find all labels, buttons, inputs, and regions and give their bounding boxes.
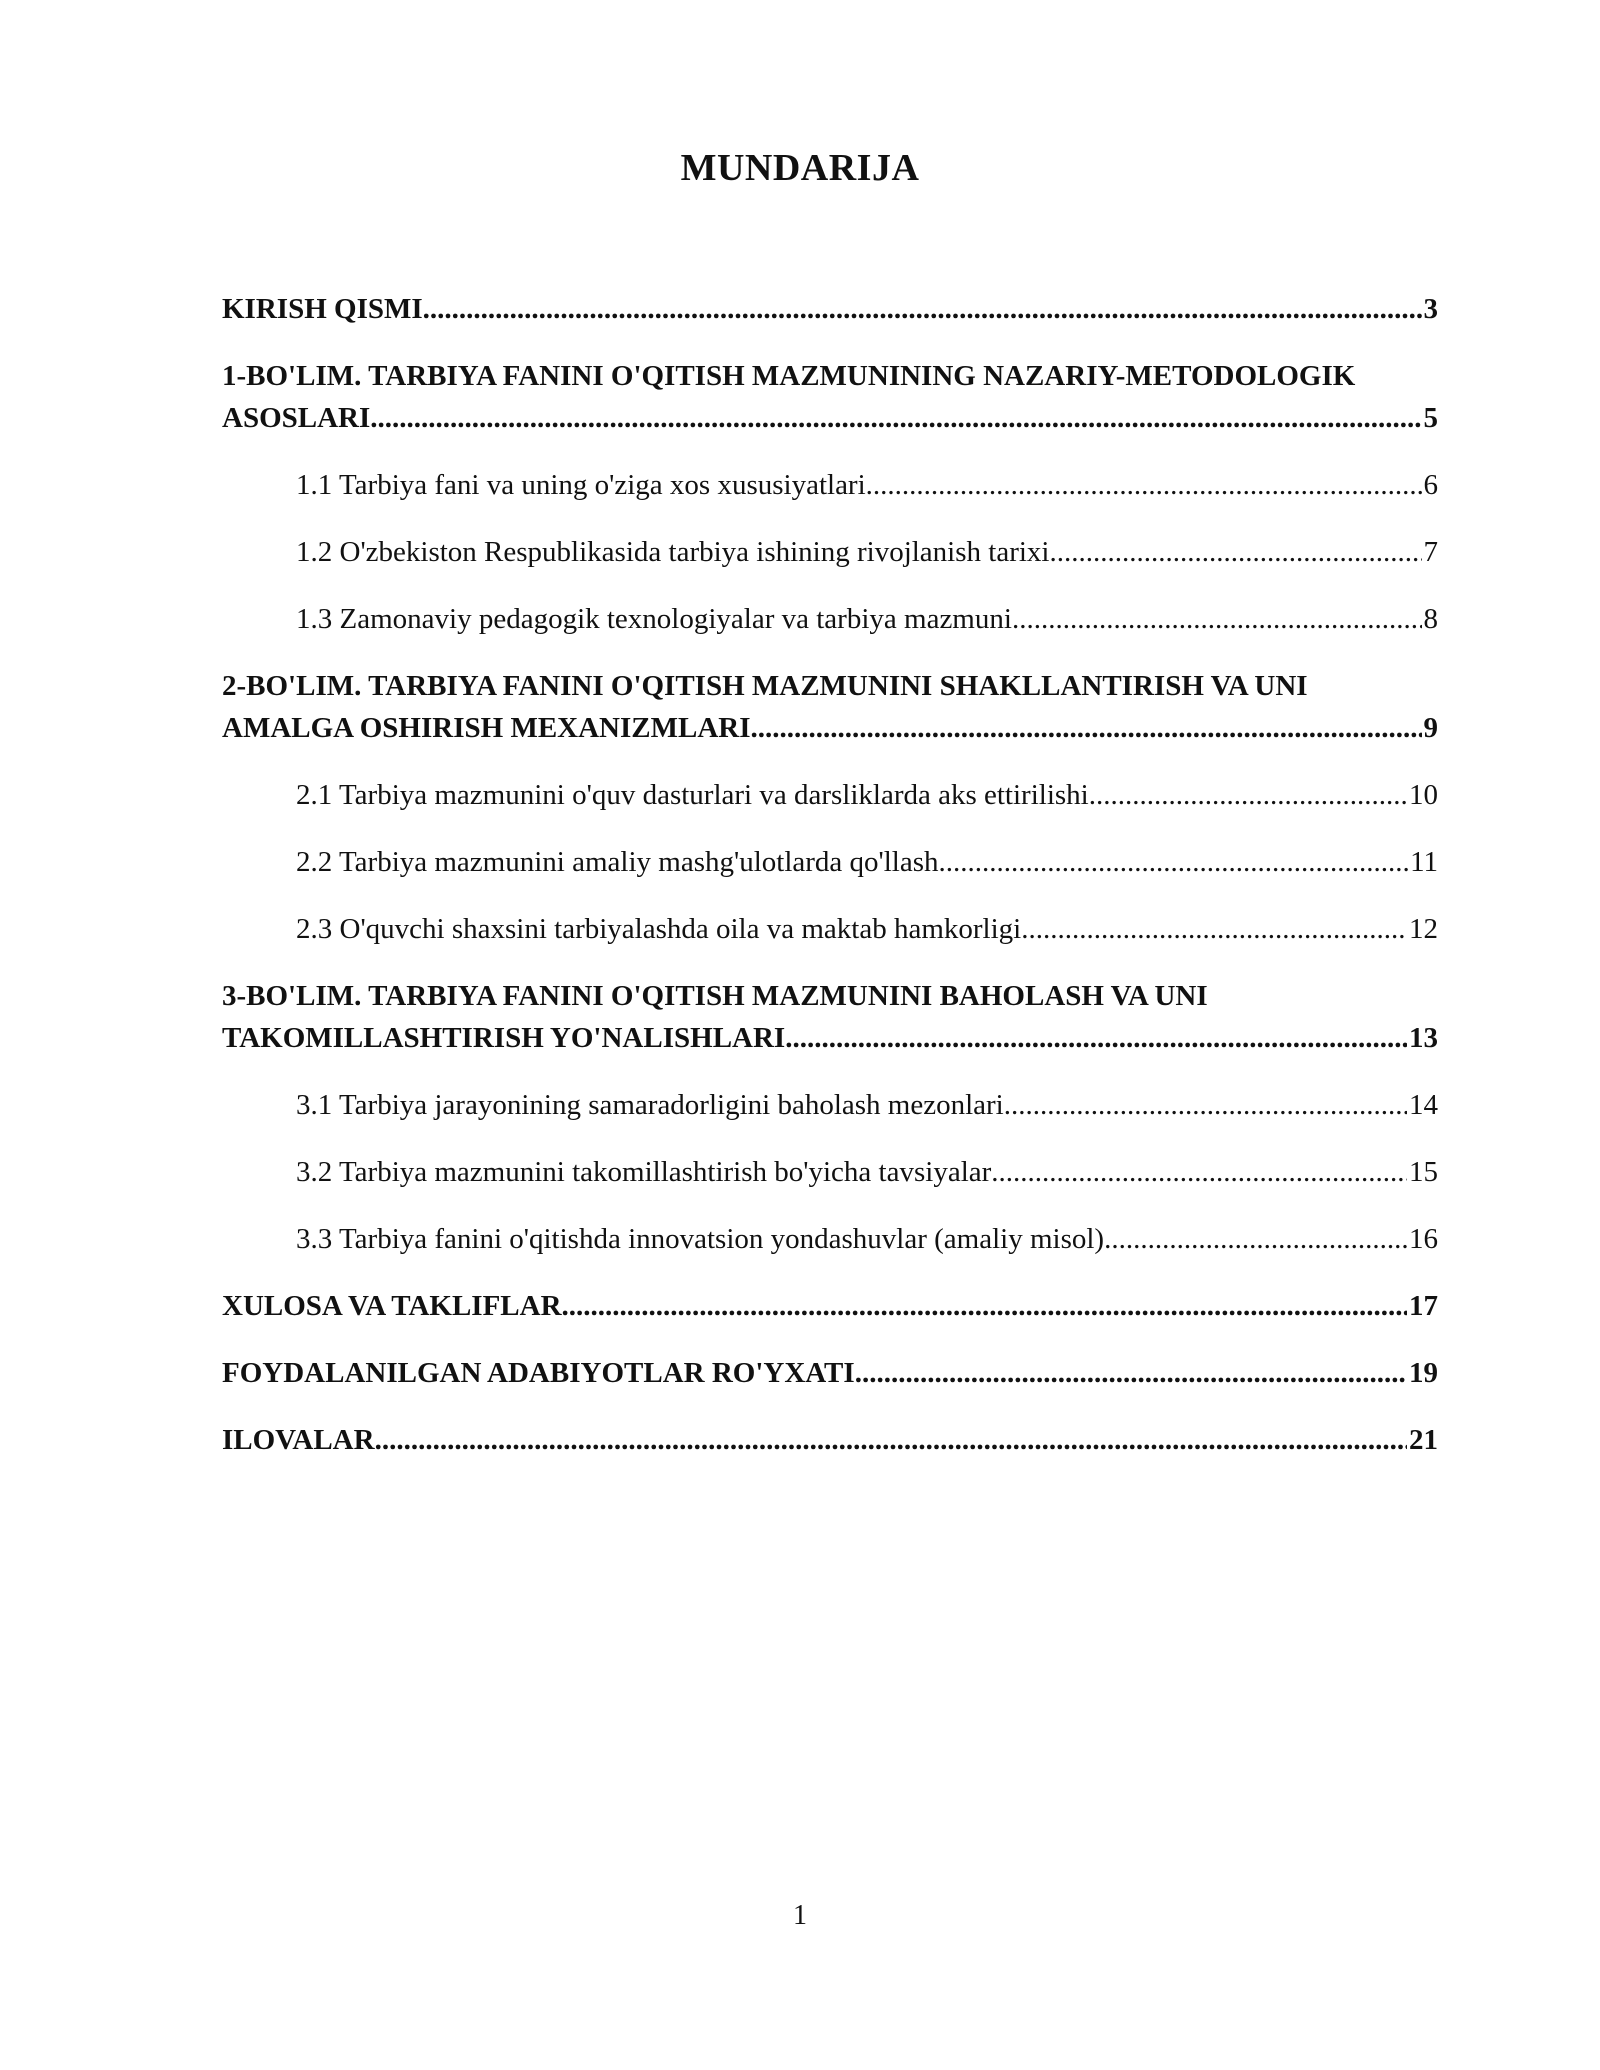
toc-entry-xulosa[interactable] bbox=[222, 1285, 1438, 1327]
toc-entry-section-2-3[interactable] bbox=[222, 908, 1438, 950]
dot-leader bbox=[1004, 1084, 1407, 1126]
toc-entry-page: 21 bbox=[1409, 1424, 1438, 1456]
page-number: 1 bbox=[793, 1900, 807, 1931]
dot-leader bbox=[1012, 598, 1422, 640]
toc-entry-adabiyotlar[interactable] bbox=[222, 1352, 1438, 1394]
toc-entry-title: 3.1 Tarbiya jarayonining samaradorligini baholash mezonlari bbox=[296, 1089, 1004, 1121]
toc-entry-title: ILOVALAR bbox=[222, 1424, 375, 1456]
toc-entry-page: 14 bbox=[1409, 1089, 1438, 1121]
dot-leader bbox=[1104, 1218, 1407, 1260]
dot-leader bbox=[1089, 774, 1407, 816]
dot-leader bbox=[991, 1151, 1407, 1193]
toc-entry-page: 3 bbox=[1423, 293, 1438, 325]
toc-entry-section-3-3[interactable] bbox=[222, 1218, 1438, 1260]
toc-entry-title: KIRISH QISMI bbox=[222, 293, 423, 325]
dot-leader bbox=[1049, 531, 1421, 573]
toc-entry-page: 19 bbox=[1409, 1357, 1438, 1389]
toc-entry-section-2-2[interactable] bbox=[222, 841, 1438, 883]
dot-leader bbox=[1021, 908, 1407, 950]
toc-entry-title: 2.1 Tarbiya mazmunini o'quv dasturlari va darsliklarda aks ettirilishi bbox=[296, 779, 1089, 811]
toc-entry-ilovalar[interactable] bbox=[222, 1419, 1438, 1461]
dot-leader bbox=[562, 1285, 1407, 1327]
toc-entry-page: 11 bbox=[1410, 846, 1438, 878]
toc-entry-section-1-3[interactable] bbox=[222, 598, 1438, 640]
dot-leader bbox=[370, 397, 1421, 439]
dot-leader bbox=[423, 288, 1422, 330]
toc-entry-page: 15 bbox=[1409, 1156, 1438, 1188]
toc-entry-title-line1: 2-BO'LIM. TARBIYA FANINI O'QITISH MAZMUNINI SHAKLLANTIRISH VA UNI bbox=[222, 670, 1308, 702]
toc-entry-title: 3.3 Tarbiya fanini o'qitishda innovatsion yondashuvlar (amaliy misol) bbox=[296, 1223, 1105, 1255]
toc-entry-title: 3.2 Tarbiya mazmunini takomillashtirish bo'yicha tavsiyalar bbox=[296, 1156, 992, 1188]
toc-entry-title: 1.1 Tarbiya fani va uning o'ziga xos xususiyatlari bbox=[296, 469, 866, 501]
dot-leader bbox=[375, 1419, 1407, 1461]
toc-entry-title-line1: 1-BO'LIM. TARBIYA FANINI O'QITISH MAZMUNINING NAZARIY-METODOLOGIK bbox=[222, 360, 1356, 392]
toc-entry-page: 7 bbox=[1423, 536, 1438, 568]
toc-entry-page: 6 bbox=[1423, 469, 1438, 501]
toc-entry-title: 1.3 Zamonaviy pedagogik texnologiyalar va tarbiya mazmuni bbox=[296, 603, 1012, 635]
toc-entry-page: 8 bbox=[1423, 603, 1438, 635]
dot-leader bbox=[866, 464, 1422, 506]
toc-entry-title: 2.3 O'quvchi shaxsini tarbiyalashda oila va maktab hamkorligi bbox=[296, 913, 1022, 945]
toc-entry-title: FOYDALANILGAN ADABIYOTLAR RO'YXATI bbox=[222, 1357, 855, 1389]
dot-leader bbox=[751, 707, 1422, 749]
toc-entry-page: 16 bbox=[1409, 1223, 1438, 1255]
toc-entry-title-line2: TAKOMILLASHTIRISH YO'NALISHLARI bbox=[222, 1022, 786, 1054]
toc-entry-page: 17 bbox=[1409, 1290, 1438, 1322]
toc-entry-section-1-2[interactable] bbox=[222, 531, 1438, 573]
toc-entry-page: 10 bbox=[1409, 779, 1438, 811]
toc-entry-bolim-3[interactable] bbox=[222, 975, 1438, 1059]
toc-entry-page: 5 bbox=[1423, 402, 1438, 434]
toc-entry-title-line2: ASOSLARI bbox=[222, 402, 371, 434]
dot-leader bbox=[785, 1017, 1407, 1059]
toc-entry-section-3-2[interactable] bbox=[222, 1151, 1438, 1193]
page-title: MUNDARIJA bbox=[680, 147, 920, 189]
toc-entry-section-1-1[interactable] bbox=[222, 464, 1438, 506]
toc-entry-title-line1: 3-BO'LIM. TARBIYA FANINI O'QITISH MAZMUNINI BAHOLASH VA UNI bbox=[222, 980, 1208, 1012]
toc-entry-section-3-1[interactable] bbox=[222, 1084, 1438, 1126]
toc-entry-title: 2.2 Tarbiya mazmunini amaliy mashg'ulotlarda qo'llash bbox=[296, 846, 939, 878]
toc-entry-title-line2: AMALGA OSHIRISH MEXANIZMLARI bbox=[222, 712, 751, 744]
toc-entry-bolim-1[interactable] bbox=[222, 355, 1438, 439]
table-of-contents bbox=[222, 288, 1438, 1486]
toc-entry-page: 9 bbox=[1423, 712, 1438, 744]
dot-leader bbox=[939, 841, 1409, 883]
toc-entry-bolim-2[interactable] bbox=[222, 665, 1438, 749]
toc-entry-title: 1.2 O'zbekiston Respublikasida tarbiya ishining rivojlanish tarixi bbox=[296, 536, 1050, 568]
toc-entry-section-2-1[interactable] bbox=[222, 774, 1438, 816]
toc-entry-page: 12 bbox=[1409, 913, 1438, 945]
toc-entry-page: 13 bbox=[1409, 1022, 1438, 1054]
toc-entry-kirish[interactable] bbox=[222, 288, 1438, 330]
toc-entry-title: XULOSA VA TAKLIFLAR bbox=[222, 1290, 562, 1322]
dot-leader bbox=[855, 1352, 1407, 1394]
